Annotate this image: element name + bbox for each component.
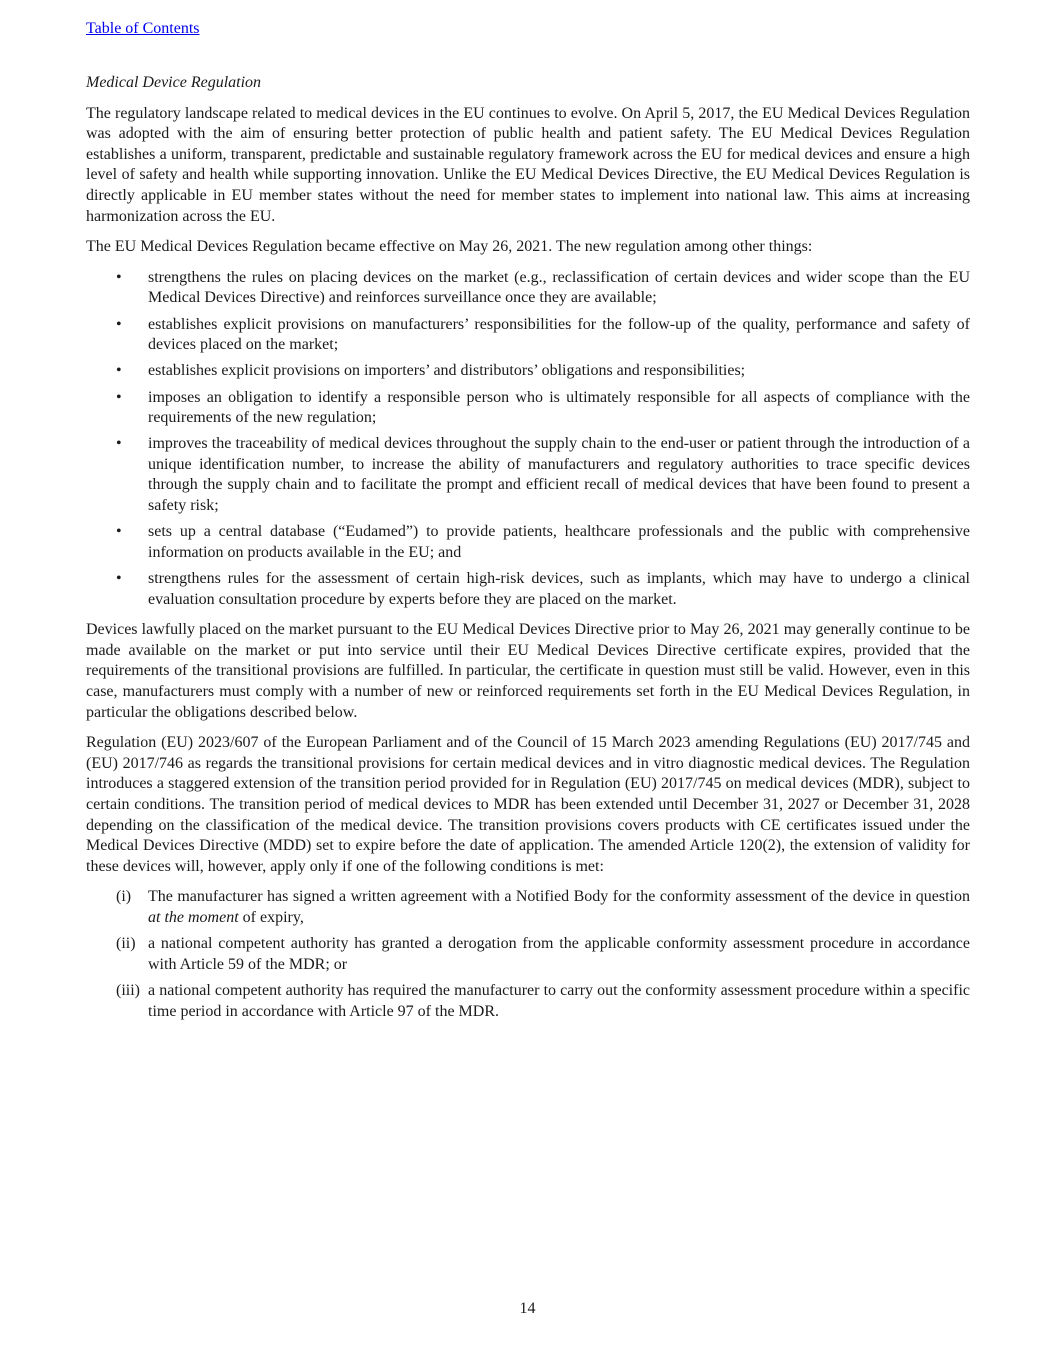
condition-text-before: The manufacturer has signed a written agreement with a Notified Body for the conformity assessment of the device in question [148, 888, 970, 906]
paragraph-intro: The regulatory landscape related to medical devices in the EU continues to evolve. On April 5, 2017, the EU Medical Devices Regulation was adopted with the aim of ensuring better protection of public health and patient safety. The EU Medical Devices Regulation establishes a uniform, transparent, predictable and sustainable regulatory framework across the EU for medical devices and ensure a high level of safety and health while supporting innovation. Unlike the EU Medical Devices Directive, the EU Medical Devices Regulation is directly applicable in EU member states without the need for member states to implement into national law. This aims at increasing harmonization across the EU. [86, 104, 970, 225]
page-number: 14 [519, 1300, 536, 1317]
list-item-text: establishes explicit provisions on manufacturers’ responsibilities for the follow-up of the quality, performance and safety of devices placed on the market; [148, 315, 970, 354]
list-item-text: imposes an obligation to identify a responsible person who is ultimately responsible for all aspects of compliance with the requirements of the new regulation; [148, 388, 970, 427]
list-item [86, 887, 970, 928]
section-title: Medical Device Regulation [86, 74, 262, 91]
bullet-icon: • [116, 315, 122, 333]
list-item-text: improves the traceability of medical devices throughout the supply chain to the end-user or patient through the introduction of a unique identification number, to increase the ability of manufacturers and regulatory authorities to trace specific devices through the supply chain and to facilitate the prompt and efficient recall of medical devices that have been found to present a safety risk; [148, 435, 970, 515]
list-item [86, 268, 970, 309]
list-marker: (i) [116, 888, 132, 906]
bullet-icon: • [116, 268, 122, 286]
bullet-icon: • [116, 570, 122, 588]
conditions-list [86, 887, 970, 1022]
list-item-text: strengthens the rules on placing devices on the market (e.g., reclassification of certain devices and wider scope than the EU Medical Devices Directive) and reinforces surveillance once they are available; [148, 268, 970, 307]
condition-text: a national competent authority has granted a derogation from the applicable conformity assessment procedure in accordance with Article 59 of the MDR; or [148, 935, 970, 973]
bullet-icon: • [116, 435, 122, 453]
paragraph-effective-date: The EU Medical Devices Regulation became effective on May 26, 2021. The new regulation among other things: [86, 238, 813, 256]
list-marker: (iii) [116, 981, 140, 999]
table-of-contents-link[interactable]: Table of Contents [86, 20, 200, 37]
condition-text: a national competent authority has required the manufacturer to carry out the conformity assessment procedure within a specific time period in accordance with Article 97 of the MDR. [148, 981, 970, 1020]
page-content [86, 73, 970, 1028]
list-item [86, 569, 970, 610]
condition-text-italic: at the moment [148, 908, 239, 926]
list-item [86, 388, 970, 429]
list-item-text: establishes explicit provisions on importers’ and distributors’ obligations and responsibilities; [148, 362, 746, 380]
bullet-icon: • [116, 388, 122, 406]
list-item [86, 934, 970, 975]
bullet-icon: • [116, 523, 122, 541]
bullet-icon: • [116, 362, 122, 380]
list-item [86, 981, 970, 1022]
paragraph-transitional-devices: Devices lawfully placed on the market pursuant to the EU Medical Devices Directive prior to May 26, 2021 may generally continue to be made available on the market or put into service until their EU Medical Devices Directive certificate expires, provided that the requirements of the transitional provisions are fulfilled. In particular, the certificate in question must still be valid. However, even in this case, manufacturers must comply with a number of new or reinforced requirements set forth in the EU Medical Devices Regulation, in particular the obligations described below. [86, 621, 970, 721]
list-item [86, 315, 970, 356]
list-item [86, 361, 970, 382]
list-item [86, 522, 970, 563]
condition-text-after: of expiry, [238, 908, 304, 926]
list-marker: (ii) [116, 935, 136, 953]
list-item-text: sets up a central database (“Eudamed”) to provide patients, healthcare professionals and the public with comprehensive information on products available in the EU; and [148, 523, 970, 561]
list-item [86, 434, 970, 516]
paragraph-regulation-2023-607: Regulation (EU) 2023/607 of the European Parliament and of the Council of 15 March 2023 amending Regulations (EU) 2017/745 and (EU) 2017/746 as regards the transitional provisions for certain medical devices and in vitro diagnostic medical devices. The Regulation introduces a staggered extension of the transition period provided for in Regulation (EU) 2017/745 on medical devices (MDR), subject to certain conditions. The transition period of medical devices to MDR has been extended until December 31, 2027 or December 31, 2028 depending on the classification of the medical device. The transition provisions covers products with CE certificates issued under the Medical Devices Directive (MDD) set to expire before the date of application. The amended Article 120(2), the extension of validity for these devices will, however, apply only if one of the following conditions is met: [86, 734, 970, 875]
regulation-bullet-list [86, 268, 970, 610]
list-item-text: strengthens rules for the assessment of certain high-risk devices, such as implants, which may have to undergo a clinical evaluation consultation procedure by experts before they are placed on the market. [148, 570, 970, 608]
